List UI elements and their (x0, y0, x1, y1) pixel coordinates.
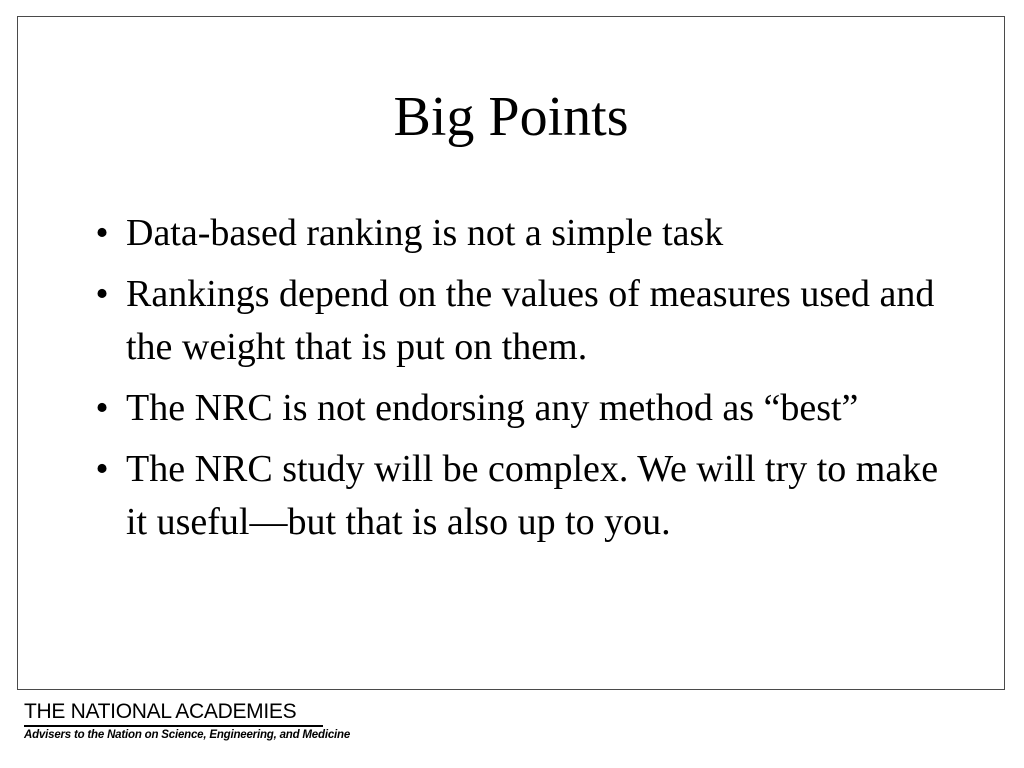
national-academies-logo (24, 700, 351, 748)
bullet-marker: • (95, 387, 109, 429)
slide-title: Big Points (393, 86, 629, 148)
bullet-marker: • (95, 212, 109, 254)
bullet-text: Rankings depend on the values of measures used and the weight that is put on them. (126, 273, 935, 368)
bullet-marker: • (95, 448, 109, 490)
bullet-text: Data-based ranking is not a simple task (126, 212, 724, 254)
logo-tagline: Advisers to the Nation on Science, Engineering, and Medicine (24, 729, 351, 741)
bullet-item (90, 382, 950, 435)
bullet-item (90, 207, 950, 260)
bullet-text: The NRC study will be complex. We will try to make it useful—but that is also up to you. (126, 448, 939, 543)
bullet-marker: • (95, 273, 109, 315)
logo-name: THE NATIONAL ACADEMIES (24, 700, 297, 723)
logo-divider (24, 725, 323, 727)
bullet-list (90, 207, 950, 557)
bullet-item (90, 443, 950, 549)
bullet-item (90, 268, 950, 374)
bullet-text: The NRC is not endorsing any method as “best” (126, 387, 859, 429)
slide-frame (17, 16, 1005, 690)
